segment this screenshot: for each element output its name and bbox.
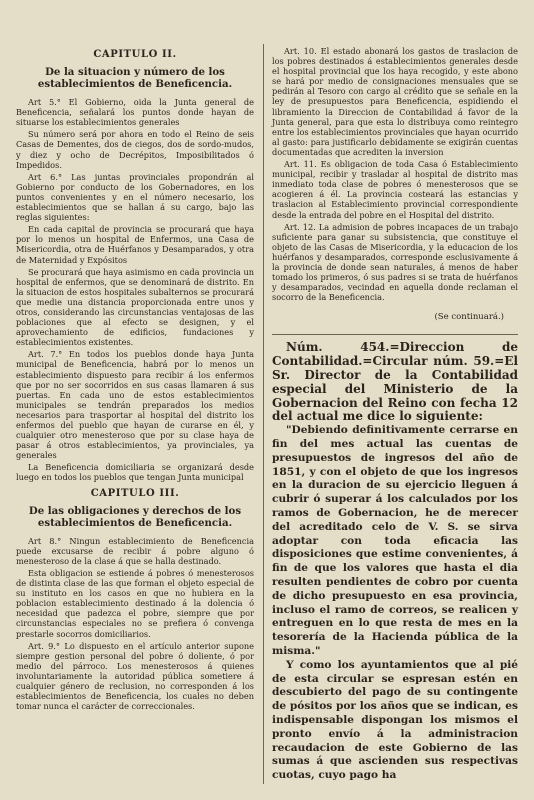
article-paragraph: Art. 7.° En todos los pueblos donde haya Junta municipal de Beneficencia, habrá por lo menos un establecimiento dispuesto para recibir á los enfermos que por no ser socorridos en sus casas llamaren á sus puertas. En cada uno de estos establecimientos municipales se tendrán preparados los medios necesarios para trasportar al hospital del distrito los enfermos del pueblo que hayan de curarse en él, y cualquier otro menesteroso que por su clase haya de pasar á otros establecimientos, ya provinciales, ya generales — [16, 349, 254, 461]
column-divider — [263, 44, 264, 784]
article-paragraph: Su número será por ahora en todo el Reino de seis Casas de Dementes, dos de ciegos, dos de sordo-mudos, y diez y ocho de Decrépitos, Imposibilitados ó Impedidos. — [16, 129, 254, 170]
article-paragraph: Art. 9.° Lo dispuesto en el artículo anterior supone siempre gestion personal del pobre ó doliente, ó por medio del párroco. Los menesterosos á quienes involuntariamente la autoridad pública sometiere á cualquier género de reclusion, no corresponden á los establecimientos de Beneficencia, los cuales no deben tomar nunca el carácter de correccionales. — [16, 640, 254, 712]
continued-note: (Se continuará.) — [434, 312, 504, 323]
circular-block — [272, 341, 518, 783]
article-paragraph: La Beneficencia domiciliaria se organizará desde luego en todos los pueblos que tengan Junta municipal — [16, 462, 254, 483]
article-paragraph: Se procurará que haya asimismo en cada provincia un hospital de enfermos, que se denominará de distrito. En la situacion de estos hospitales subalternos se procurará que medie una distancia proporcionada entre unos y otros, considerando las circunstancias ventajosas de las poblaciones que al efecto se designen, y el aprovechamiento de edificios, fundaciones y establecimientos existentes. — [16, 266, 254, 348]
article-paragraph: Art 5.° El Gobierno, oida la Junta general de Beneficencia, señalará los puntos donde hayan de situarse los establecimientos generales — [16, 97, 254, 128]
circular-paragraph: "Debiendo definitivamente cerrarse en fin del mes actual las cuentas de presupuestos de ingresos del año de 1851, y con el objeto de que los ingresos en la duracion de su ejercicio lleguen á cubrir ó superar á los calculados por los ramos de Gobernacion, he de merecer del acreditado celo de V. S. se sirva adoptar con toda eficacia las disposiciones que estime convenientes, á fin de que los valores que hasta el dia resulten pendientes de cobro por cuenta de dicho presupuesto en esa provincia, incluso el ramo de correos, se realicen y entreguen en lo que resta de mes en la tesorería de la Hacienda pública de la misma." — [272, 424, 518, 657]
circular-heading: Núm. 454.=Direccion de Contabilidad.=Circular núm. 59.=El Sr. Director de la Contabilidad especial del Ministerio de la Gobernacion del Reino con fecha 12 del actual me dice lo siguiente: — [272, 340, 518, 424]
section-separator — [272, 334, 518, 335]
circular-paragraph: Y como los ayuntamientos que al pié de esta circular se espresan estén en descubierto del pago de su contingente de pósitos por los años que se indican, es indispensable dispongan los mismos el pronto envío á la administracion recaudacion de este Gobierno de las sumas á que ascienden sus respectivas cuotas, cuyo pago ha — [272, 658, 518, 782]
chapter-2-heading: CAPITULO II. — [93, 49, 177, 60]
article-paragraph: Art. 10. El estado abonará los gastos de traslacion de los pobres destinados á establecimientos generales desde el hospital provincial que los haya recogido, y este abono se hará por medio de consignaciones mensuales que se pedirán al Tesoro con cargo al crédito que se señale en la ley de presupuestos para Beneficencia, espidiendo el libramiento la Direccion de Contabilidad á favor de la Junta general, para que esta lo distribuya como reintegro entre los establecimientos provinciales que hayan ocurrido al gasto: para justificarlo debidamente se exigirán cuentas documentadas que acrediten la inversion — [272, 46, 518, 157]
left-column — [16, 44, 254, 713]
section-3-heading: De las obligaciones y derechos de los establecimientos de Beneficencia. — [28, 504, 242, 529]
article-paragraph: Art 6.° Las juntas provinciales propondrán al Gobierno por conducto de los Gobernadores, en los puntos convenientes y en el número necesario, los establecimientos que se hallan á su cargo, bajo las reglas siguientes: — [16, 171, 254, 223]
article-paragraph: Art. 11. Es obligacion de toda Casa ó Establecimiento municipal, recibir y trasladar al hospital de distrito mas inmediato toda clase de pobres ó menesterosos que se acogieren á él. La provincia costeará las estancias y traslacion al Establecimiento provincial correspondiente desde la entrada del pobre en el Hospital del distrito. — [272, 159, 518, 220]
section-2-heading: De la situacion y número de los establecimientos de Beneficencia. — [37, 66, 233, 91]
article-paragraph: Esta obligacion se estiende á pobres ó menesterosos de distinta clase de las que forman el objeto especial de su instituto en los casos en que no hubiera en la poblacion establecimiento destinado á la dolencia ó necesidad que padezca el pobre, siempre que por circunstancias especiales no se prefiera ó convenga prestarle socorros domiciliarios. — [16, 567, 254, 639]
article-paragraph: Art. 12. La admision de pobres incapaces de un trabajo suficiente para ganar su subsistencia, que constituye el objeto de las Casas de Misericordia, y la educacion de los huérfanos y desamparados, corresponde esclusivamente á la provincia de donde sean naturales, á menos de haber tomado los primeros, ó sus padres si se trata de huérfanos y desamparados, vecindad en aquella donde reclaman el socorro de la Beneficencia. — [272, 221, 518, 303]
article-paragraph: Art 8.° Ningun establecimiento de Beneficencia puede excusarse de recibir á pobre alguno ó menesteroso de la clase á que se halla destinado. — [16, 535, 254, 566]
article-paragraph: En cada capital de provincia se procurará que haya por lo menos un hospital de Enfermos, una Casa de Misericordia, otra de Huérfanos y Desamparados, y otra de Maternidad y Expósitos — [16, 224, 254, 265]
right-column — [272, 46, 518, 783]
chapter-3-heading: CAPITULO III. — [90, 487, 180, 499]
